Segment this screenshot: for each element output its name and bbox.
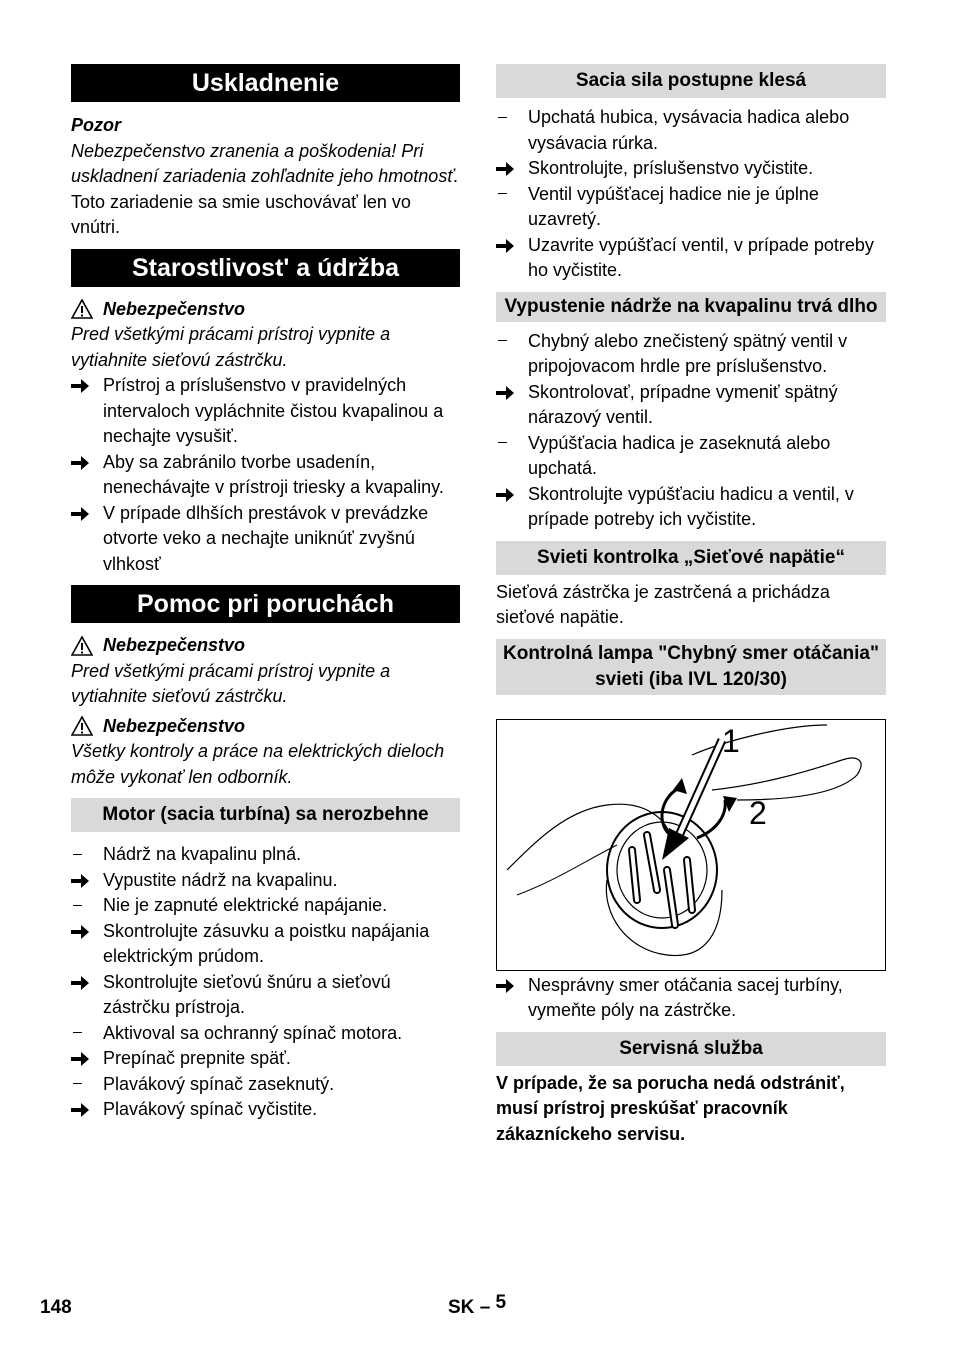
list-item-text: Prístroj a príslušenstvo v pravidelných intervaloch vypláchnite čistou kvapalinou a nechajte vysušiť. xyxy=(103,375,444,446)
arrow-icon xyxy=(496,156,528,184)
subsection-title-drain: Vypustenie nádrže na kvapalinu trvá dlho xyxy=(496,292,886,322)
danger-label: Nebezpečenstvo xyxy=(103,715,246,736)
section-title-storage: Uskladnenie xyxy=(71,64,460,102)
care-list xyxy=(71,373,460,577)
list-item-text: Plavákový spínač zaseknutý. xyxy=(103,1073,335,1094)
arrow-icon xyxy=(71,1046,103,1074)
warning-icon xyxy=(71,299,93,319)
list-item-text: Prepínač prepnite späť. xyxy=(103,1048,291,1068)
help-danger-2 xyxy=(71,714,460,740)
care-danger xyxy=(71,297,460,323)
list-item-text: Chybný alebo znečistený spätný ventil v pripojovacom hrdle pre príslušenstvo. xyxy=(528,330,848,376)
arrow-icon xyxy=(496,233,528,261)
list-item-text: Skontrolujte zásuvku a poistku napájania elektrickým prúdom. xyxy=(103,920,430,966)
arrow-icon xyxy=(71,450,103,478)
list-item-text: Skontrolujte, príslušenstvo vyčistite. xyxy=(528,158,814,178)
caution-text: Nebezpečenstvo zranenia a poškodenia! Pri uskladnení zariadenia zohľadnite jeho hmotnosť. xyxy=(71,140,459,186)
list-item-text: Skontrolujte vypúšťaciu hadicu a ventil, v prípade potreby ich vyčistite. xyxy=(528,483,854,529)
subsection-title-service: Servisná služba xyxy=(496,1032,886,1066)
motor-list xyxy=(71,842,460,1123)
section-title-care: Starostlivost' a údržba xyxy=(71,249,460,287)
direction-item xyxy=(496,973,886,1024)
arrow-icon xyxy=(496,380,528,408)
list-item-text: Nádrž na kvapalinu plná. xyxy=(103,844,302,864)
left-column xyxy=(71,64,460,1123)
warning-icon xyxy=(71,716,93,736)
list-item xyxy=(71,868,460,894)
right-column xyxy=(496,64,886,1147)
list-item-text: Ventil vypúšťacej hadice nie je úplne uzavretý. xyxy=(528,183,819,229)
dash-icon xyxy=(73,893,105,919)
list-item-text: Aby sa zabránilo tvorbe usadenín, nenechávajte v prístroji triesky a kvapaliny. xyxy=(103,451,444,497)
list-item xyxy=(71,501,460,578)
list-item xyxy=(71,1046,460,1072)
list-item xyxy=(496,105,886,156)
list-item xyxy=(71,373,460,450)
list-item xyxy=(496,182,886,233)
subsection-title-direction: Kontrolná lampa "Chybný smer otáčania" svieti (iba IVL 120/30) xyxy=(496,639,886,695)
list-item xyxy=(71,919,460,970)
list-item-text: Plavákový spínač vyčistite. xyxy=(103,1099,318,1119)
figure-label-2: 2 xyxy=(749,794,767,831)
service-text: V prípade, že sa porucha nedá odstrániť, musí prístroj preskúšať pracovník zákazníckeho servisu. xyxy=(496,1072,845,1144)
plug-figure xyxy=(496,719,886,971)
list-item xyxy=(496,156,886,182)
figure-label-1: 1 xyxy=(722,722,740,759)
help-danger-1-text: Pred všetkými prácami prístroj vypnite a vytiahnite sieťovú zástrčku. xyxy=(71,660,391,706)
list-item-text: Uzavrite vypúšťací ventil, v prípade potreby ho vyčistite. xyxy=(528,234,874,280)
list-item xyxy=(71,1097,460,1123)
plug-illustration xyxy=(497,720,885,970)
list-item xyxy=(71,842,460,868)
dash-icon xyxy=(73,1072,105,1098)
arrow-icon xyxy=(71,373,103,401)
arrow-icon xyxy=(71,1097,103,1125)
arrow-icon xyxy=(71,919,103,947)
subsection-title-suction: Sacia sila postupne klesá xyxy=(496,64,886,98)
list-item xyxy=(496,482,886,533)
footer-dash: – xyxy=(479,1297,491,1318)
arrow-icon xyxy=(71,501,103,529)
list-item-text: Nie je zapnuté elektrické napájanie. xyxy=(103,895,388,915)
list-item xyxy=(496,233,886,284)
dash-icon xyxy=(498,105,530,131)
arrow-icon xyxy=(71,970,103,998)
list-item xyxy=(496,380,886,431)
list-item-text: Upchatá hubica, vysávacia hadica alebo vysávacia rúrka. xyxy=(528,107,850,153)
direction-item-text: Nesprávny smer otáčania sacej turbíny, vymeňte póly na zástrčke. xyxy=(528,974,843,1020)
list-item-text: Skontrolovať, prípadne vymeniť spätný nárazový ventil. xyxy=(528,381,838,427)
dash-icon xyxy=(73,842,105,868)
list-item xyxy=(496,329,886,380)
subsection-title-motor: Motor (sacia turbína) sa nerozbehne xyxy=(71,798,460,832)
list-item xyxy=(71,970,460,1021)
footer-lang xyxy=(448,1292,507,1319)
section-title-help: Pomoc pri poruchách xyxy=(71,585,460,623)
arrow-icon xyxy=(496,973,528,1001)
subsection-title-lamp: Svieti kontrolka „Sieťové napätie“ xyxy=(496,541,886,575)
list-item-text: Vypúšťacia hadica je zaseknutá alebo upchatá. xyxy=(528,432,831,478)
warning-icon xyxy=(71,636,93,656)
list-item-text: Aktivoval sa ochranný spínač motora. xyxy=(103,1022,403,1043)
list-item xyxy=(71,893,460,919)
dash-icon xyxy=(498,431,530,457)
danger-label: Nebezpečenstvo xyxy=(103,298,246,319)
list-item xyxy=(496,431,886,482)
help-danger-2-text: Všetky kontroly a práce na elektrických dieloch môže vykonať len odborník. xyxy=(71,741,445,787)
list-item-text: Vypustite nádrž na kvapalinu. xyxy=(103,869,338,890)
arrow-icon xyxy=(496,482,528,510)
list-item xyxy=(71,450,460,501)
list-item xyxy=(71,1072,460,1098)
dash-icon xyxy=(73,1021,105,1047)
drain-list xyxy=(496,329,886,533)
list-item-text: Skontrolujte sieťovú šnúru a sieťovú zástrčku prístroja. xyxy=(103,971,391,1017)
suction-list xyxy=(496,105,886,284)
dash-icon xyxy=(498,329,530,355)
storage-note: Toto zariadenie sa smie uschovávať len vo vnútri. xyxy=(71,191,411,237)
footer-lang-code: SK xyxy=(448,1297,475,1318)
page-number: 148 xyxy=(40,1297,72,1318)
list-item-text: V prípade dlhších prestávok v prevádzke otvorte veko a nechajte uniknúť zvyšnú vlhkosť xyxy=(103,502,429,574)
list-item xyxy=(71,1021,460,1047)
arrow-icon xyxy=(71,868,103,896)
footer-sub-page: 5 xyxy=(495,1292,507,1313)
caution-label: Pozor xyxy=(71,115,122,135)
dash-icon xyxy=(498,182,530,208)
care-danger-text: Pred všetkými prácami prístroj vypnite a vytiahnite sieťovú zástrčku. xyxy=(71,324,391,370)
lamp-text: Sieťová zástrčka je zastrčená a prichádza sieťové napätie. xyxy=(496,581,830,627)
danger-label: Nebezpečenstvo xyxy=(103,635,246,655)
help-danger-1 xyxy=(71,633,460,659)
